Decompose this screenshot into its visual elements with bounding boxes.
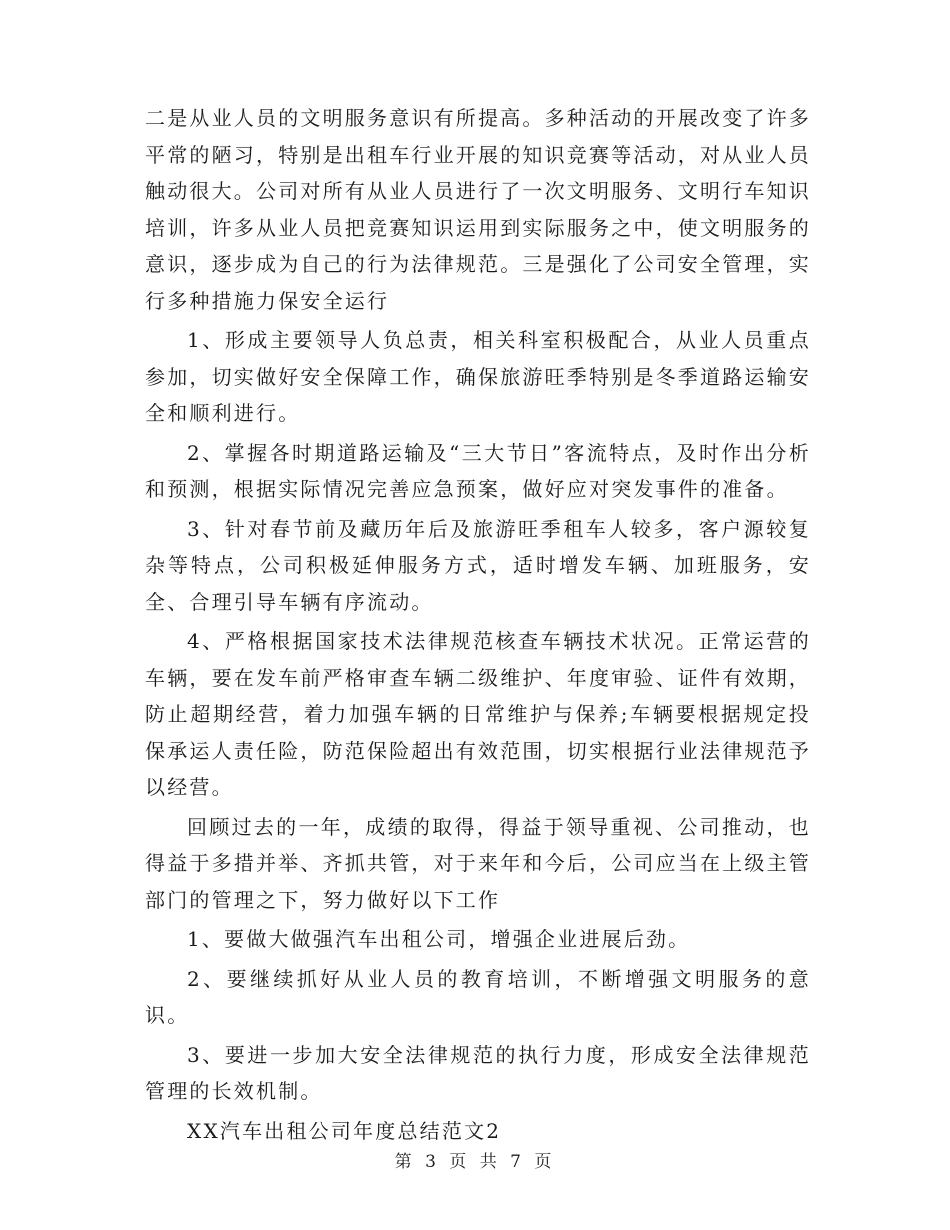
paragraph-task-1: 1、要做大做强汽车出租公司，增强企业进展后劲。 <box>187 927 691 951</box>
paragraph-review: 回顾过去的一年，成绩的取得，得益于领导重视、公司推动，也得益于多措并举、齐抓共管，对于来年和今后，公司应当在上级主管部门的管理之下，努力做好以下工作 <box>145 814 811 912</box>
paragraph-1: 二是从业人员的文明服务意识有所提高。多种活动的开展改变了许多平常的陋习，特别是出租车行业开展的知识竞赛等活动，对从业人员触动很大。公司对所有从业人员进行了一次文明服务、文明行车知识培训，许多从业人员把竞赛知识运用到实际服务之中，使文明服务的意识，逐步成为自己的行为法律规范。三是强化了公司安全管理，实行多种措施力保安全运行 <box>145 106 811 313</box>
paragraph-item-4: 4、严格根据国家技术法律规范核查车辆技术状况。正常运营的车辆，要在发车前严格审查车辆二级维护、年度审验、证件有效期，防止超期经营，着力加强车辆的日常维护与保养;车辆要根据规定投保承运人责任险，防范保险超出有效范围，切实根据行业法律规范予以经营。 <box>145 629 811 799</box>
paragraph-item-1: 1、形成主要领导人负总责，相关科室积极配合，从业人员重点参加，切实做好安全保障工作，确保旅游旺季特别是冬季道路运输安全和顺利进行。 <box>145 328 811 425</box>
paragraph-item-2: 2、掌握各时期道路运输及“三大节日”客流特点，及时作出分析和预测，根据实际情况完善应急预案，做好应对突发事件的准备。 <box>145 440 811 501</box>
document-body <box>145 100 811 1149</box>
page-number-footer: 第 3 页 共 7 页 <box>394 1152 556 1172</box>
paragraph-task-3: 3、要进一步加大安全法律规范的执行力度，形成安全法律规范管理的长效机制。 <box>145 1042 811 1103</box>
section-title: XX汽车出租公司年度总结范文2 <box>187 1118 502 1143</box>
paragraph-task-2: 2、要继续抓好从业人员的教育培训，不断增强文明服务的意识。 <box>145 966 811 1027</box>
paragraph-item-3: 3、针对春节前及藏历年后及旅游旺季租车人较多，客户源较复杂等特点，公司积极延伸服务方式，适时增发车辆、加班服务，安全、合理引导车辆有序流动。 <box>145 516 811 614</box>
